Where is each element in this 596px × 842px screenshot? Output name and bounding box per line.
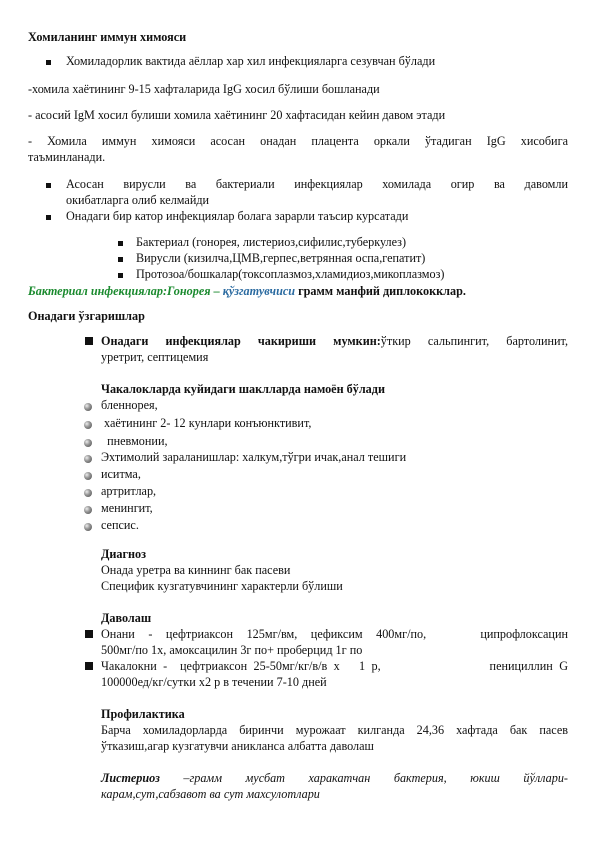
- mother-infection-line-2: уретрит, септицемия: [101, 350, 209, 364]
- treatment-title: Даволаш: [101, 611, 152, 625]
- bacterial-dash: –: [210, 284, 223, 298]
- intro-bullet: Хомиладорлик вактида аёллар хар хил инфекцияларга сезувчан бўлади: [66, 54, 436, 68]
- sphere-bullet-icon: [84, 489, 92, 497]
- sub-bullet-3: Протозоа/бошкалар(токсоплазмоз,хламидиоз,микоплазмоз): [136, 267, 445, 281]
- sphere-bullet-icon: [84, 506, 92, 514]
- igg-line: -хомила хаётининг 9-15 хафталарида IgG хосил бўлиши бошланади: [28, 82, 380, 96]
- mother-infection-text: ўткир сальпингит, бартолинит,: [380, 334, 568, 348]
- sphere-bullet-icon: [84, 523, 92, 531]
- page-title: Хомиланинг иммун химояси: [28, 30, 187, 44]
- bullet-square-icon: [118, 241, 123, 246]
- diagnosis-line-1: Онада уретра ва киннинг бак пасеви: [101, 563, 291, 577]
- sphere-bullet-icon: [84, 455, 92, 463]
- sphere-bullet-icon: [84, 403, 92, 411]
- sphere-bullet-icon: [84, 472, 92, 480]
- bullet-square-icon: [46, 60, 51, 65]
- children-item-5: иситма,: [101, 467, 141, 481]
- mother-infection-line-1: [101, 334, 568, 350]
- bullet-1-line-1: Асосан вирусли ва бактериали инфекциялар хомилада огир ва давомли: [66, 177, 568, 191]
- treatment-item-1-line-1: Онани - цефтриаксон 125мг/вм, цефиксим 400мг/по, ципрофлоксацин: [101, 627, 568, 641]
- children-item-1: бленнорея,: [101, 398, 158, 412]
- bullet-square-icon: [118, 273, 123, 278]
- sub-bullet-2: Вирусли (кизилча,ЦМВ,герпес,ветрянная оспа,гепатит): [136, 251, 426, 265]
- igm-line: - асосий IgM хосил булиши хомила хаётининг 20 хафтасидан кейин давом этади: [28, 108, 446, 122]
- placenta-line-1: - Хомила иммун химояси асосан онадан плацента оркали ўтадиган IgG хисобига: [28, 134, 568, 148]
- listeriosis-line-1: [101, 771, 568, 787]
- placenta-line-2: таъминланади.: [28, 150, 106, 164]
- bullet-square-icon: [118, 257, 123, 262]
- prevention-line-2: ўтказиш,агар кузгатувчи аникланса албатта даволаш: [101, 739, 374, 753]
- listeriosis-bold: Листериоз: [101, 771, 160, 785]
- bullet-square-icon: [85, 337, 93, 345]
- bacterial-line: [28, 284, 466, 300]
- listeriosis-text: –грамм мусбат харакатчан бактерия, юкиш йўллари-: [159, 771, 568, 785]
- bullet-square-icon: [85, 662, 93, 670]
- sphere-bullet-icon: [84, 421, 92, 429]
- treatment-item-2-line-2: 100000ед/кг/сутки х2 р в течении 7-10 дней: [101, 675, 327, 689]
- mother-changes-title: Онадаги ўзгаришлар: [28, 309, 145, 323]
- bullet-square-icon: [85, 630, 93, 638]
- children-item-3: пневмонии,: [101, 434, 168, 448]
- bullet-1-line-2: окибатларга олиб келмайди: [66, 193, 210, 207]
- prevention-line-1: Барча хомиладорларда биринчи мурожаат килганда 24,36 хафтада бак пасев: [101, 723, 568, 737]
- listeriosis-line-2: карам,сут,сабзавот ва сут махсулотлари: [101, 787, 320, 801]
- diagnosis-line-2: Специфик кузгатувчининг характерли бўлиши: [101, 579, 343, 593]
- children-item-7: менингит,: [101, 501, 153, 515]
- children-item-4: Эхтимолий зараланишлар: халкум,тўгри ичак,анал тешиги: [101, 450, 407, 464]
- sub-bullet-1: Бактериал (гонорея, листериоз,сифилис,туберкулез): [136, 235, 407, 249]
- prevention-title: Профилактика: [101, 707, 185, 721]
- bacterial-label: Бактериал инфекциялар:Гонорея: [28, 284, 211, 298]
- diagnosis-title: Диагноз: [101, 547, 147, 561]
- treatment-item-1-line-2: 500мг/по 1х, амоксацилин 3г по+ проберцид 1г по: [101, 643, 363, 657]
- treatment-item-2-line-1: Чакалокни - цефтриаксон 25-50мг/кг/в/в х 1 р, пенициллин G: [101, 659, 568, 673]
- mother-infection-bold: Онадаги инфекциялар чакириши мумкин:: [101, 334, 381, 348]
- children-item-2: хаётининг 2- 12 кунлари конъюнктивит,: [101, 416, 312, 430]
- sphere-bullet-icon: [84, 439, 92, 447]
- bacterial-rest: грамм манфий диплококклар.: [295, 284, 466, 298]
- bullet-square-icon: [46, 215, 51, 220]
- children-item-6: артритлар,: [101, 484, 157, 498]
- children-item-8: сепсис.: [101, 518, 139, 532]
- bullet-2: Онадаги бир катор инфекциялар болага зарарли таъсир курсатади: [66, 209, 409, 223]
- children-title: Чакалокларда куйидаги шаклларда намоён бўлади: [101, 382, 385, 396]
- bullet-square-icon: [46, 183, 51, 188]
- bacterial-agent: қўзгатувчиси: [222, 284, 296, 298]
